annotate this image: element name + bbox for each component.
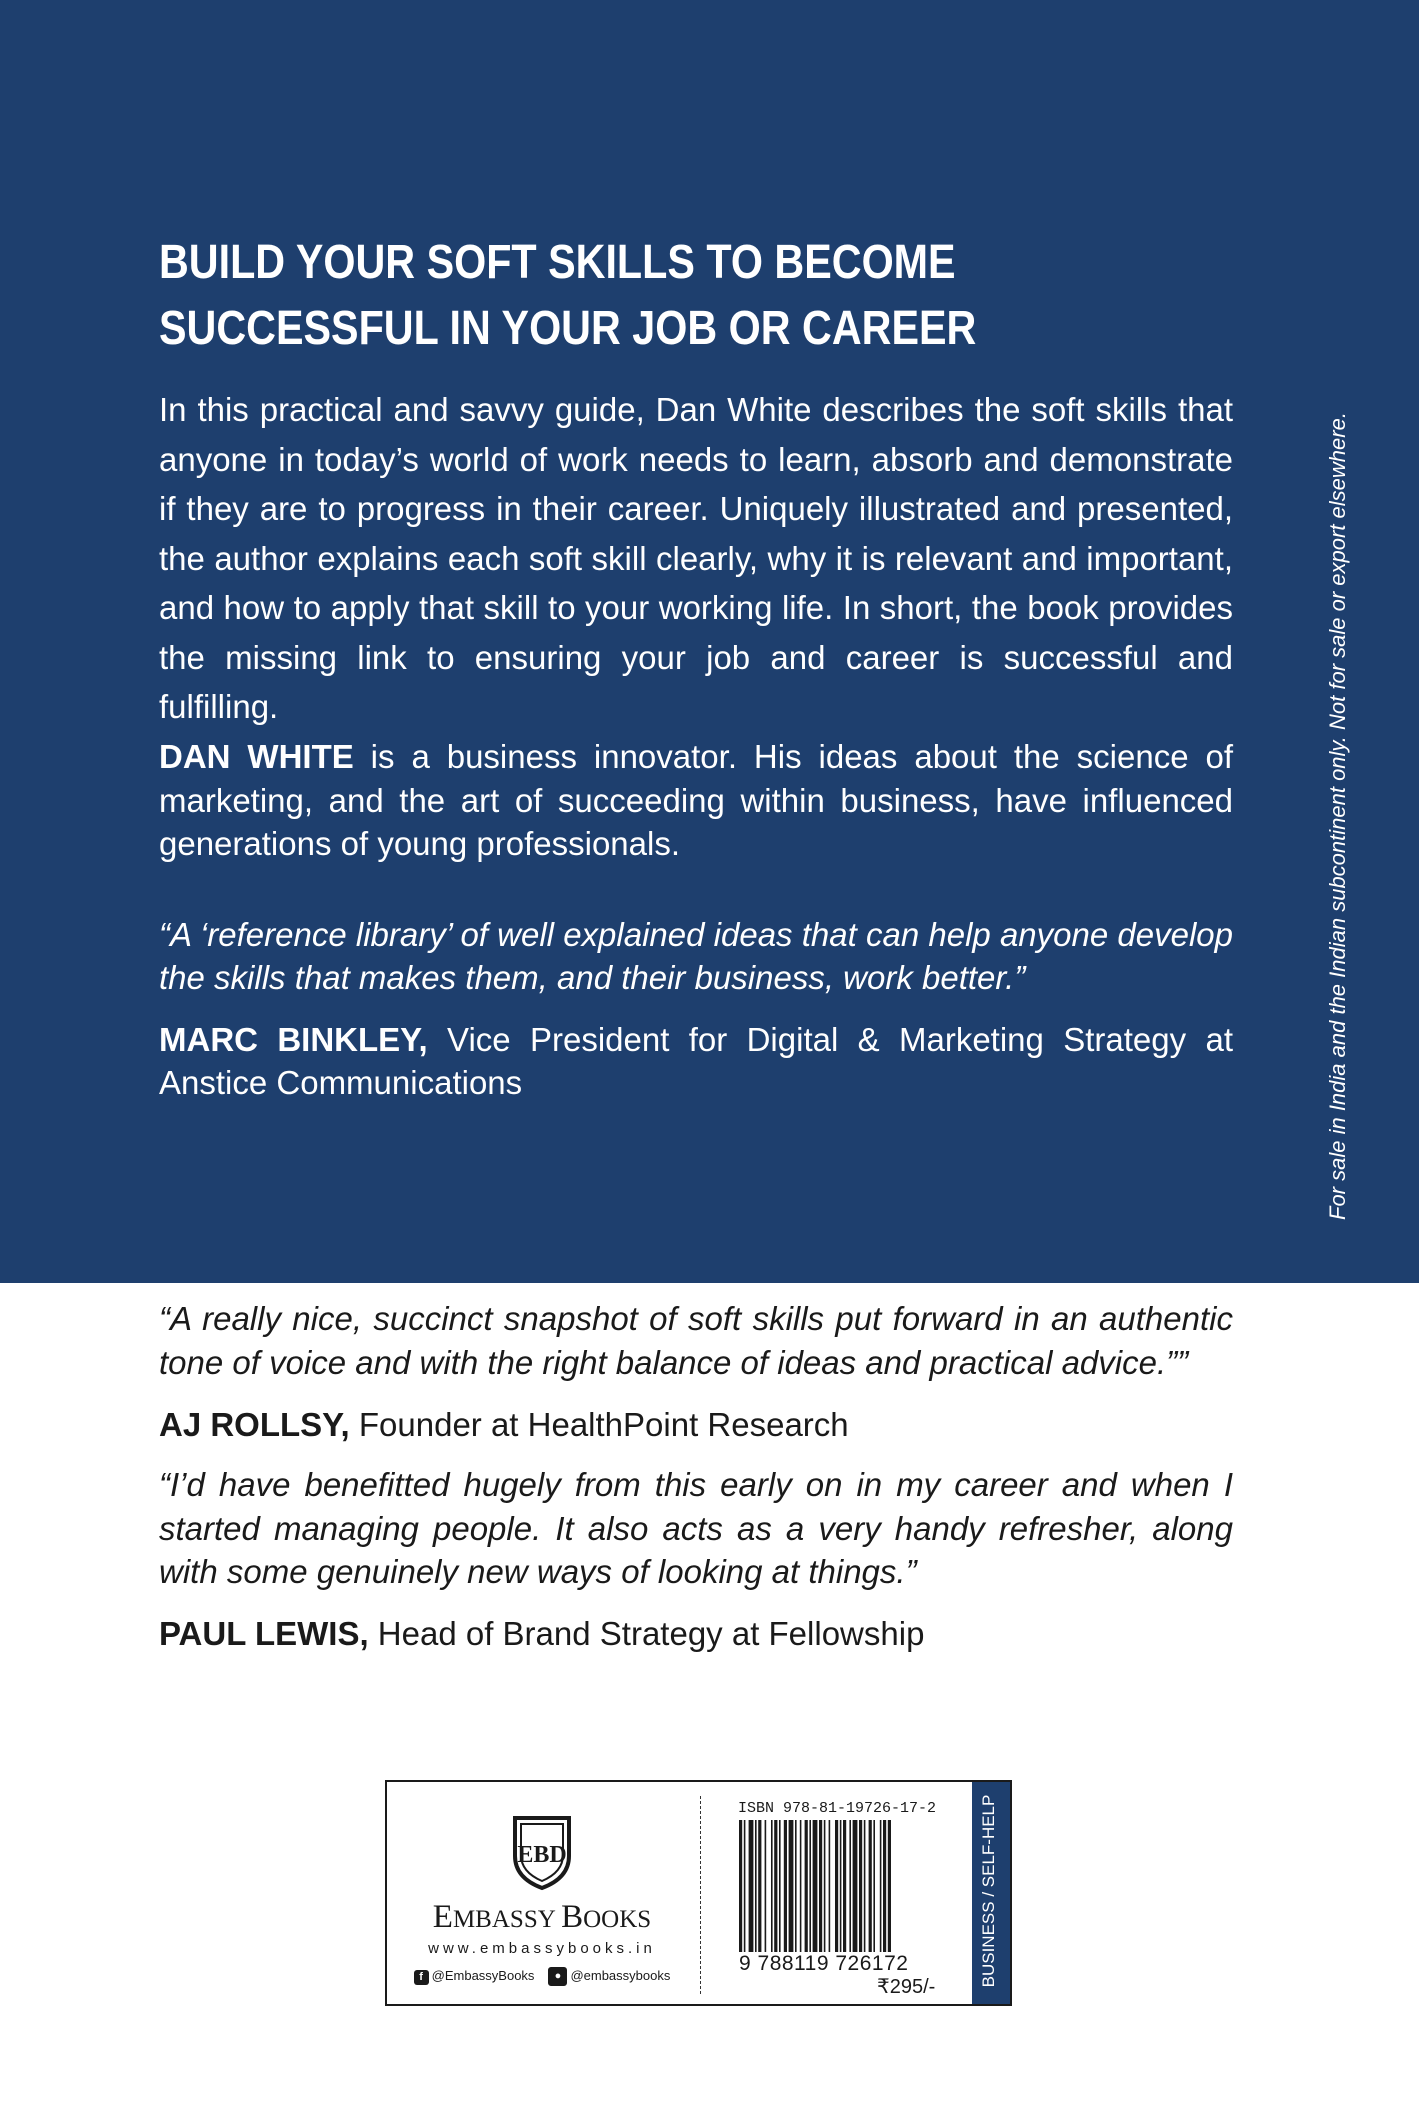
isbn-text: ISBN 978-81-19726-17-2 — [738, 1800, 937, 1817]
reviewer-role-2: Founder at HealthPoint Research — [349, 1406, 849, 1443]
barcode-bar — [805, 1820, 808, 1952]
author-bio — [159, 735, 1233, 866]
publisher-name-rest-1: MBASSY — [452, 1906, 562, 1933]
publisher-name-initial-1: E — [432, 1899, 453, 1935]
publisher-url: www.embassybooks.in — [428, 1940, 656, 1957]
review-attribution-1 — [159, 1018, 1233, 1104]
barcode-bar — [819, 1820, 822, 1952]
category-strip — [972, 1782, 1010, 2004]
facebook-handle — [414, 1968, 535, 1984]
barcode-bar — [853, 1820, 858, 1952]
barcode-bar — [883, 1820, 886, 1952]
barcode-bar — [795, 1820, 797, 1952]
barcode-bar — [758, 1820, 761, 1952]
facebook-icon: f — [414, 1970, 429, 1985]
price: ₹295/- — [877, 1976, 936, 1998]
review-quote-3: “I’d have benefitted hugely from this early on in my career and when I started managing people. It also acts as a very handy refresher, along with some genuinely new ways of looking at things.” — [159, 1466, 1233, 1590]
barcode-bar — [843, 1820, 846, 1952]
review-attribution-2 — [159, 1403, 1233, 1446]
barcode-bar — [840, 1820, 842, 1952]
barcode-bar — [824, 1820, 826, 1952]
reviewer-role-1: Vice President for Digital & Marketing Strategy at Anstice Communications — [159, 1021, 1233, 1101]
barcode-bar — [744, 1820, 746, 1952]
barcode-bar — [873, 1820, 875, 1952]
instagram-handle — [548, 1967, 670, 1986]
barcode-bar — [869, 1820, 872, 1952]
barcode-bar — [789, 1820, 794, 1952]
barcode-bar — [779, 1820, 781, 1952]
review-quote-1: “A ‘reference library’ of well explained ideas that can help anyone develop the skills that makes them, and their business, work better.” — [159, 916, 1233, 996]
barcode-number: 9 788119 726172 — [739, 1952, 909, 1975]
review-quote-2: “A really nice, succinct snapshot of soft skills put forward in an authentic tone of voice and with the right balance of ideas and practical advice.”” — [159, 1300, 1233, 1381]
barcode-bar — [813, 1820, 818, 1952]
barcode-graphic — [737, 1820, 949, 1952]
barcode-bar — [800, 1820, 802, 1952]
box-divider — [700, 1796, 701, 1994]
author-bio-text: is a business innovator. His ideas about the science of marketing, and the art of succeeding within business, have influenced generations of young professionals. — [159, 738, 1233, 862]
instagram-icon: ● — [548, 1967, 567, 1986]
barcode-bar — [849, 1820, 851, 1952]
social-handles — [407, 1967, 677, 1986]
publisher-name — [407, 1899, 677, 1938]
publisher-name-initial-2: B — [561, 1899, 584, 1935]
reviewer-name-2: AJ ROLLSY, — [159, 1406, 350, 1443]
barcode-bar — [755, 1820, 757, 1952]
reviewer-name-3: PAUL LEWIS, — [159, 1615, 369, 1652]
barcode-bar — [739, 1820, 742, 1952]
sale-territory-note: For sale in India and the Indian subcontinent only. Not for sale or export elsewhere. — [1325, 412, 1350, 1220]
reviewer-role-3: Head of Brand Strategy at Fellowship — [368, 1615, 925, 1652]
category-label: BUSINESS / SELF-HELP — [979, 1794, 998, 1988]
barcode-bar — [809, 1820, 811, 1952]
barcode-bar — [859, 1820, 862, 1952]
barcode-bar — [771, 1820, 773, 1952]
barcode-bar — [784, 1820, 787, 1952]
instagram-handle-text: @embassybooks — [570, 1967, 671, 1983]
author-name: DAN WHITE — [159, 738, 354, 775]
facebook-handle-text: @EmbassyBooks — [431, 1968, 535, 1984]
barcode-bar — [829, 1820, 831, 1952]
barcode-bar — [835, 1820, 838, 1952]
ebd-crest-icon — [507, 1812, 577, 1892]
barcode-bar — [749, 1820, 754, 1952]
crest-text: EBD — [517, 1842, 567, 1868]
barcode-bar — [888, 1820, 891, 1952]
barcode-bar — [864, 1820, 866, 1952]
book-description: In this practical and savvy guide, Dan White describes the soft skills that anyone in today’s world of work needs to learn, absorb and demonstrate if they are to progress in their career. Uniquely illustrated and presented, the author explains each soft skill clearly, why it is relevant and important, and how to apply that skill to your working life. In short, the book provides the missing link to ensuring your job and career is successful and fulfilling. — [159, 391, 1233, 725]
headline-line-1: BUILD YOUR SOFT SKILLS TO BECOME — [159, 236, 956, 289]
review-attribution-3 — [159, 1612, 1233, 1655]
barcode-bar — [774, 1820, 777, 1952]
reviewer-name-1: MARC BINKLEY, — [159, 1021, 428, 1058]
publisher-barcode-box — [385, 1780, 1012, 2006]
barcode-bar — [765, 1820, 767, 1952]
barcode-bar — [880, 1820, 882, 1952]
headline-line-2: SUCCESSFUL IN YOUR JOB OR CAREER — [159, 302, 977, 355]
publisher-logo — [407, 1812, 677, 1986]
headline — [159, 230, 1088, 362]
publisher-name-rest-2: OOKS — [583, 1906, 652, 1933]
